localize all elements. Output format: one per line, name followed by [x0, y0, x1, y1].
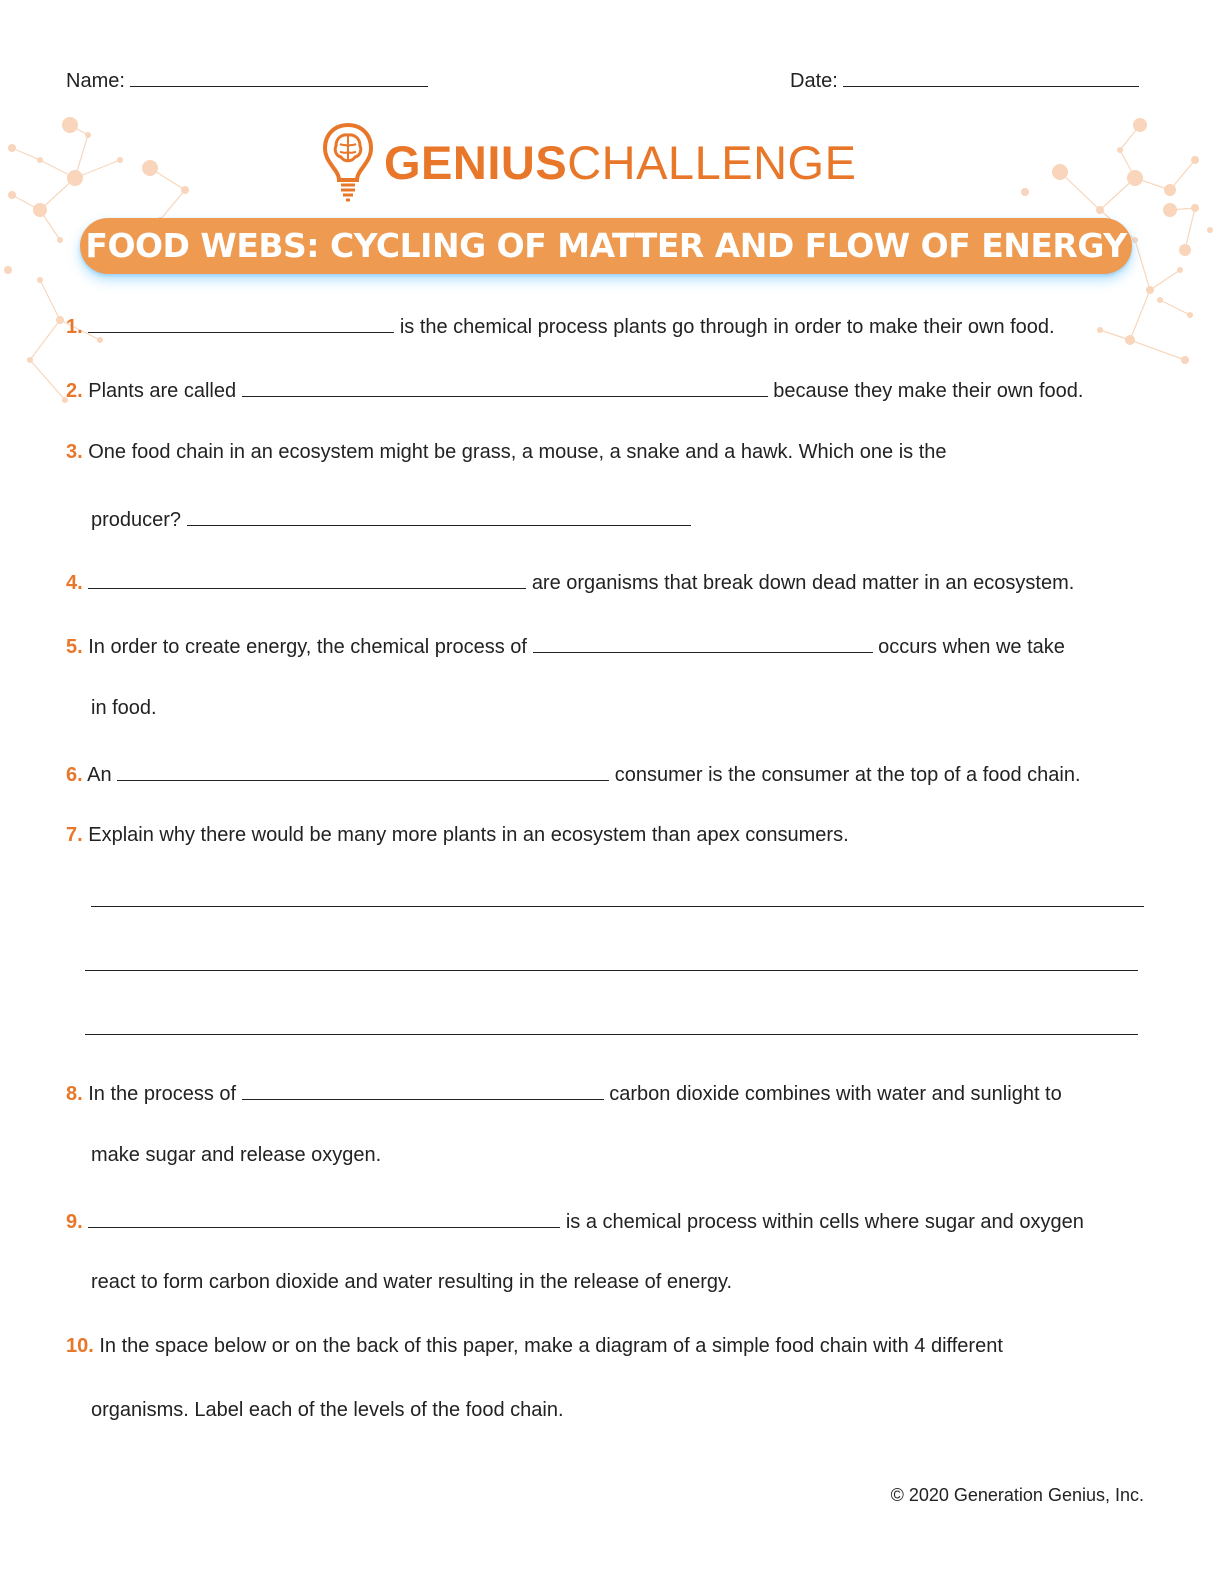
- question-number: 2.: [66, 380, 83, 402]
- question-number: 1.: [66, 316, 83, 338]
- answer-blank[interactable]: [88, 568, 526, 589]
- question-5: [66, 632, 1065, 659]
- answer-blank[interactable]: [533, 632, 873, 653]
- question-text: consumer is the consumer at the top of a food chain.: [614, 764, 1081, 786]
- copyright-footer: © 2020 Generation Genius, Inc.: [890, 1485, 1144, 1505]
- question-text: In the space below or on the back of this paper, make a diagram of a simple food chain with 4 different: [99, 1335, 1003, 1357]
- question-text: organisms. Label each of the levels of the food chain.: [91, 1399, 564, 1421]
- logo-bold-text: GENIUS: [384, 136, 568, 189]
- answer-blank[interactable]: [242, 1079, 604, 1100]
- question-number: 5.: [66, 636, 83, 658]
- date-label: Date:: [790, 70, 838, 92]
- question-text: One food chain in an ecosystem might be grass, a mouse, a snake and a hawk. Which one is the: [88, 441, 947, 463]
- name-label: Name:: [66, 70, 125, 92]
- answer-blank[interactable]: [187, 505, 691, 526]
- question-text: make sugar and release oxygen.: [91, 1144, 382, 1166]
- question-text: producer?: [91, 509, 182, 531]
- answer-blank[interactable]: [242, 376, 768, 397]
- question-text: In the process of: [88, 1083, 237, 1105]
- question-1: [66, 312, 1055, 339]
- answer-line[interactable]: [85, 1034, 1138, 1035]
- lightbulb-brain-icon: [322, 122, 374, 202]
- question-number: 8.: [66, 1083, 83, 1105]
- answer-blank[interactable]: [117, 760, 609, 781]
- question-text: is a chemical process within cells where sugar and oxygen: [565, 1211, 1084, 1233]
- question-text: because they make their own food.: [773, 380, 1084, 402]
- question-10: [66, 1334, 1003, 1358]
- question-2: [66, 376, 1083, 403]
- question-text: Explain why there would be many more plants in an ecosystem than apex consumers.: [88, 824, 849, 846]
- logo-light-text: CHALLENGE: [567, 136, 857, 189]
- question-3: [66, 440, 947, 464]
- question-text: is the chemical process plants go through in order to make their own food.: [399, 316, 1055, 338]
- question-text: in food.: [91, 697, 157, 719]
- question-text: An: [87, 764, 112, 786]
- question-8: [66, 1079, 1062, 1106]
- title-banner: [80, 218, 1132, 274]
- name-field: [66, 66, 428, 93]
- answer-line[interactable]: [91, 906, 1144, 907]
- name-blank[interactable]: [130, 66, 428, 87]
- question-7: [66, 823, 849, 847]
- question-text: occurs when we take: [878, 636, 1065, 658]
- question-text: carbon dioxide combines with water and sunlight to: [609, 1083, 1062, 1105]
- question-number: 3.: [66, 441, 83, 463]
- question-4: [66, 568, 1074, 595]
- answer-blank[interactable]: [88, 312, 394, 333]
- date-field: [790, 66, 1139, 93]
- answer-line[interactable]: [85, 970, 1138, 971]
- page-title: FOOD WEBS: CYCLING OF MATTER AND FLOW OF ENERGY: [85, 226, 1127, 265]
- question-9-line-2: [91, 1270, 732, 1294]
- question-number: 10.: [66, 1335, 94, 1357]
- logo-wordmark: [384, 138, 856, 188]
- question-number: 9.: [66, 1211, 83, 1233]
- question-6: [66, 760, 1081, 787]
- answer-blank[interactable]: [88, 1207, 560, 1228]
- question-text: Plants are called: [88, 380, 237, 402]
- question-text: In order to create energy, the chemical process of: [88, 636, 527, 658]
- question-3-line-2: [91, 505, 691, 532]
- question-10-line-2: [91, 1398, 564, 1422]
- question-number: 7.: [66, 824, 83, 846]
- date-blank[interactable]: [843, 66, 1139, 87]
- question-5-line-2: [91, 696, 157, 720]
- question-9: [66, 1207, 1084, 1234]
- question-text: react to form carbon dioxide and water resulting in the release of energy.: [91, 1271, 733, 1293]
- question-text: are organisms that break down dead matter in an ecosystem.: [531, 572, 1075, 594]
- question-8-line-2: [91, 1143, 381, 1167]
- question-number: 4.: [66, 572, 83, 594]
- question-number: 6.: [66, 764, 83, 786]
